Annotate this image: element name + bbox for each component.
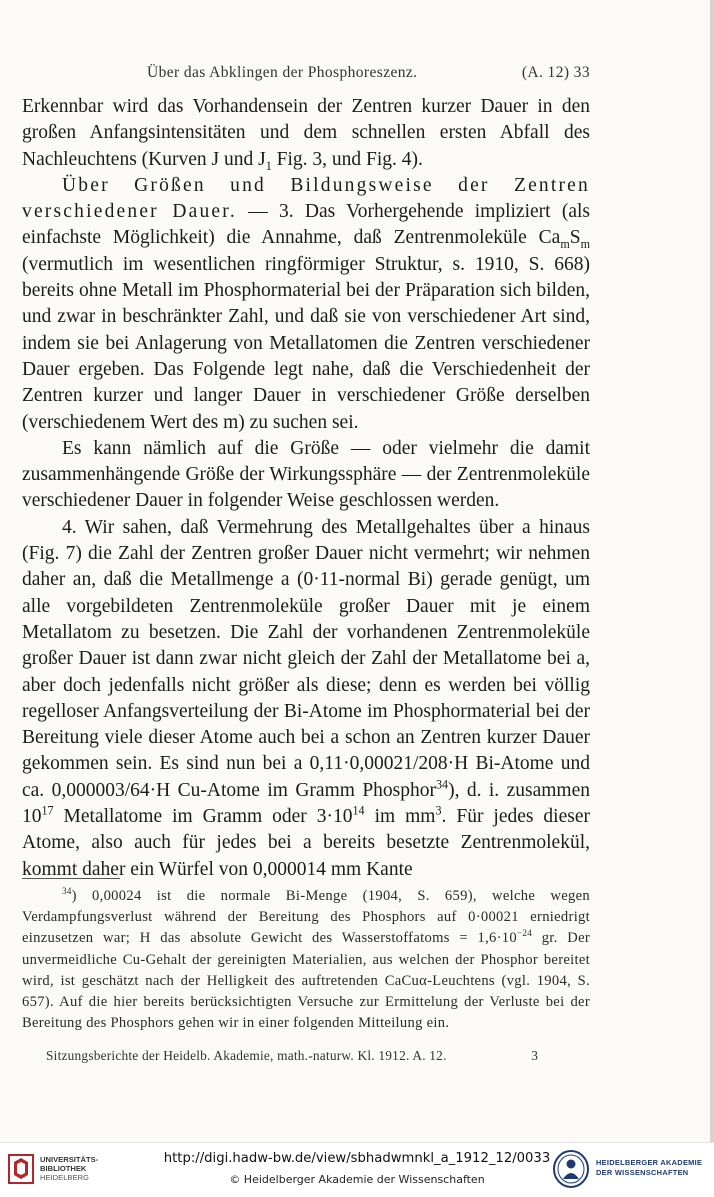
academy-name-line-2: DER WISSENSCHAFTEN: [596, 1168, 689, 1177]
paragraph-4: [22, 515, 590, 883]
running-header: [22, 64, 590, 86]
exponent: 14: [352, 803, 365, 818]
formula-part: S: [569, 227, 581, 249]
academy-seal-icon[interactable]: [552, 1149, 590, 1189]
paragraph-4-cont: Metallatome im Gramm oder 3·10: [53, 806, 353, 828]
subscript: m: [560, 237, 570, 252]
exponent: −24: [517, 928, 533, 939]
footnote-text-b: gr. Der unvermeidliche Cu-Gehalt der gereinigten Materialien, aus welchen der Phosphor bereitet wird, ist geschätzt nach der Helligkeit des auftretenden CaCuα-Leuchtens (vgl. 1904, S. 657). Auf die hier bereits berücksichtigten Versuche zur Ermittelung der Verluste bei der Bereitung des Phosphors gehen wir in einer folgenden Mitteilung ein.: [22, 930, 591, 1032]
footnote: [22, 886, 590, 1034]
footnote-ref: 34: [436, 777, 449, 792]
section-heading-inline: Über Größen und Bildungsweise der Zentren verschiedener Dauer.: [22, 174, 590, 223]
header-title: Über das Abklingen der Phosphoreszenz.: [147, 64, 418, 81]
paragraph-1: [22, 94, 590, 173]
header-page-number: (A. 12) 33: [521, 64, 590, 81]
paragraph-1-end: Fig. 3, und Fig. 4).: [271, 148, 423, 170]
library-name-line-3: HEIDELBERG: [40, 1173, 89, 1182]
copyright-notice: © Heidelberger Akademie der Wissenschaften: [229, 1173, 485, 1186]
library-name-line-1: UNIVERSITÄTS-: [40, 1155, 99, 1164]
page-edge-shadow: [710, 0, 714, 1142]
exponent: 3: [435, 803, 442, 818]
footnote-rule: [22, 878, 120, 879]
library-name-line-2: BIBLIOTHEK: [40, 1164, 87, 1173]
academy-name: [596, 1158, 712, 1178]
paragraph-1-text: Erkennbar wird das Vorhandensein der Zentren kurzer Dauer in den großen Anfangsintensitäten und dem schnellen ersten Abfall des Nachleuchtens (Kurven J und J: [22, 96, 590, 170]
paragraph-4-cont: ), d. i. zusammen 10: [22, 779, 590, 828]
sheet-number: 3: [531, 1048, 538, 1063]
document-url-link[interactable]: http://digi.hadw-bw.de/view/sbhadwmnkl_a_1912_12/0033: [163, 1151, 551, 1166]
paragraph-2-cont: (vermutlich im wesentlichen ringförmiger Struktur, s. 1910, S. 668) bereits ohne Metall im Phosphormaterial bei der Präparation sich bilden, und zwar in beschränkter Zahl, und daß sie von verschiedener Art sind, indem sie bei Anlagerung von Metallatomen die Zentren verschiedener Dauer ergeben. Das Folgende legt nahe, daß die Verschiedenheit der Zentren kurzer und langer Dauer in verschiedener Größe derselben (verschiedenem Wert des m) zu suchen sei.: [22, 253, 590, 433]
subscript: 1: [265, 158, 272, 173]
paragraph-2: [22, 173, 590, 436]
academy-name-line-1: HEIDELBERGER AKADEMIE: [596, 1158, 703, 1167]
footnote-text-a: ) 0,00024 ist die normale Bi-Menge (1904, S. 659), welche wegen Verdampfungsverlust während der Bereitung des Phosphors auf 0·00021 erniedrigt einzusetzen war; H das absolute Gewicht des Wasserstoffatoms = 1,6·10: [22, 888, 590, 947]
viewer-footer: [0, 1142, 714, 1197]
subscript: m: [580, 237, 590, 252]
paragraph-2-text: — 3. Das Vorhergehende impliziert (als einfachste Möglichkeit) die Annahme, daß Zentrenmoleküle Ca: [22, 201, 590, 249]
exponent: 17: [41, 803, 54, 818]
footnote-text: [22, 886, 590, 1034]
paragraph-3: Es kann nämlich auf die Größe — oder vielmehr die damit zusammenhängende Größe der Wirkungssphäre — der Zentrenmoleküle verschiedener Dauer in folgender Weise geschlossen werden.: [22, 437, 590, 512]
paragraph-4-end: . Für jedes dieser Atome, also auch für jedes bei a bereits besetzte Zentrenmolekül, kommt daher ein Würfel von 0,000014 mm Kante: [22, 806, 590, 880]
main-text: [22, 94, 590, 883]
signature-text: Sitzungsberichte der Heidelb. Akademie, math.-naturw. Kl. 1912. A. 12.: [46, 1048, 447, 1063]
paragraph-4-text: 4. Wir sahen, daß Vermehrung des Metallgehaltes über a hinaus (Fig. 7) die Zahl der Zentren großer Dauer nicht vermehrt; wir nehmen daher an, daß die Metallmenge a (0·11-normal Bi) gerade genügt, um alle vorgebildeten Zentrenmoleküle großer Dauer mit je einem Metallatom zu besetzen. Die Zahl der vorhandenen Zentrenmoleküle großer Dauer ist dann zwar nicht gleich der Zahl der Metallatome bei a, aber doch jedenfalls nicht größer als diese; denn es werden bei völlig regelloser Anfangsverteilung der Bi-Atome im Phosphormaterial bei der Bereitung viele dieser Atome auch bei a schon an Zentren kurzer Dauer gekommen sein. Es sind nun bei a 0,11·0,00021/208·H Bi-Atome und ca. 0,000003/64·H Cu-Atome im Gramm Phosphor: [22, 516, 590, 801]
paragraph-4-cont: im mm: [364, 806, 436, 828]
footnote-marker: 34: [62, 886, 72, 897]
